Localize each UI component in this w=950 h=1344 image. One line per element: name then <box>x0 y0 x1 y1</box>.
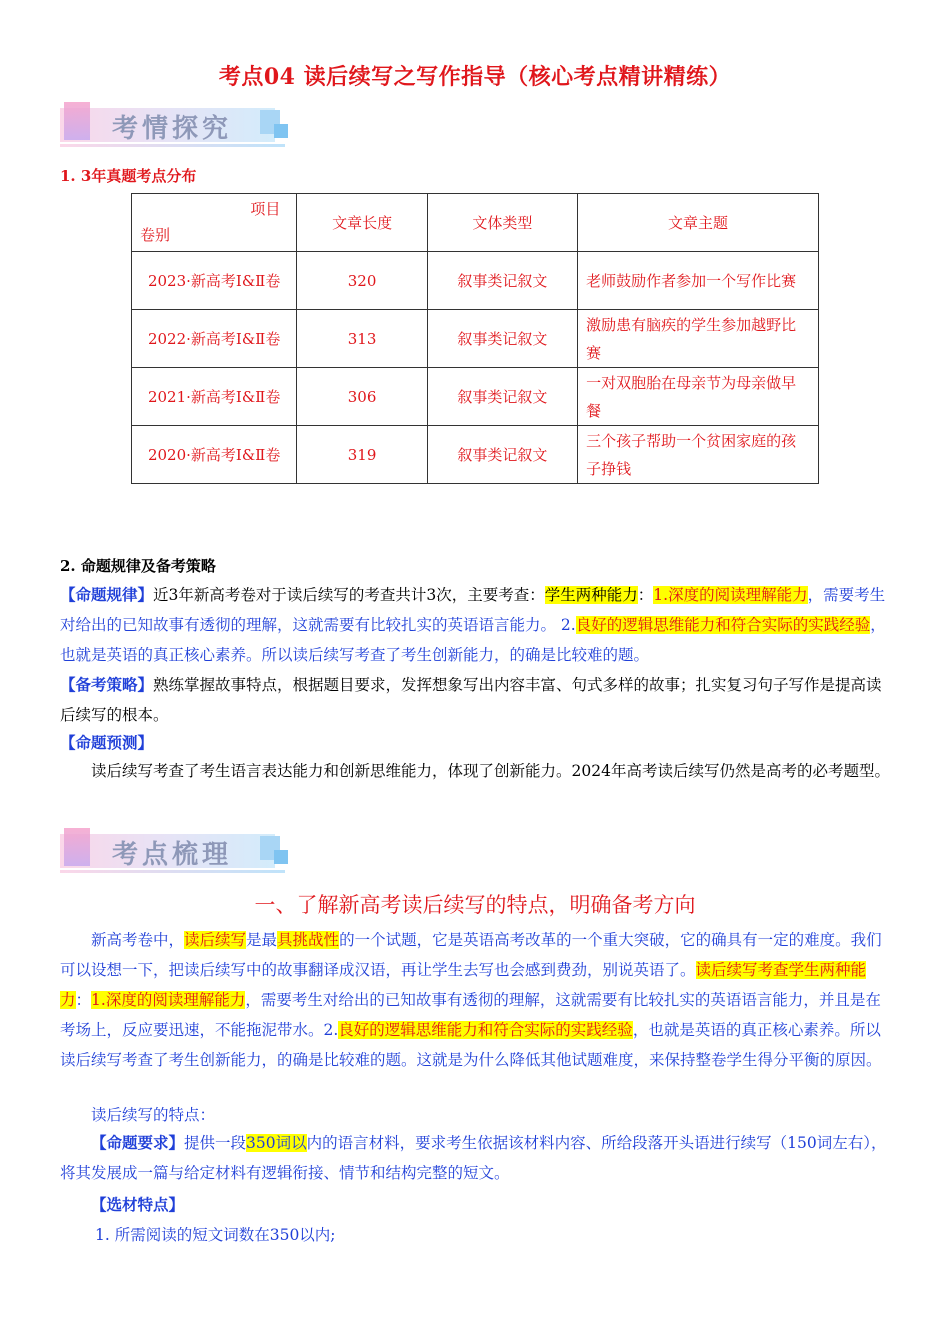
highlight: 良好的逻辑思维能力和符合实际的实践经验 <box>575 616 871 634</box>
highlight: 350词以 <box>246 1134 307 1152</box>
predict-tag-line <box>60 728 895 758</box>
table-header-row <box>132 194 819 252</box>
part1-title: 一、了解新高考读后续写的特点，明确备考方向 <box>254 893 696 917</box>
page-title: 考点04 读后续写之写作指导（核心考点精讲精练） <box>218 64 732 90</box>
table-row <box>132 426 819 484</box>
cell-paper: 2020·新高考Ⅰ&Ⅱ卷 <box>132 426 297 484</box>
selection-tag: 【选材特点】 <box>91 1195 185 1214</box>
strategy-paragraph <box>60 670 895 730</box>
selection-item-text: 1. 所需阅读的短文词数在350以内; <box>95 1226 336 1244</box>
cell-paper: 2022·新高考Ⅰ&Ⅱ卷 <box>132 310 297 368</box>
cell-paper: 2021·新高考Ⅰ&Ⅱ卷 <box>132 368 297 426</box>
predict-tag: 【命题预测】 <box>60 733 154 752</box>
features-label <box>60 1100 895 1130</box>
table-row <box>132 310 819 368</box>
highlight: 良好的逻辑思维能力和符合实际的实践经验 <box>338 1021 633 1039</box>
para-text: ，也就是英语的真正核心素养。所以读后续写考查了考生创新能力，的确是比较难的题。这就是为什么降低其他试题难度，来保持整卷学生得分平衡的原因。 <box>60 1021 882 1069</box>
part1-paragraph <box>60 925 895 1075</box>
cell-theme: 三个孩子帮助一个贫困家庭的孩子挣钱 <box>578 426 819 484</box>
rule-text: ，也就是英语的真正核心素养。所以读后续写考查了考生创新能力，的确是比较难的题。 <box>60 616 886 664</box>
cell-length: 319 <box>297 426 427 484</box>
features-text: 读后续写的特点： <box>91 1106 216 1124</box>
highlight: 1.深度的阅读理解能力 <box>91 991 246 1009</box>
selection-tag-line <box>91 1190 926 1220</box>
para-text: 内的语言材料，要求考生依据该材料内容、所给段落开头语进行续写（150词左右），将其发展成一篇与给定材料有逻辑衔接、情节和结构完整的短文。 <box>60 1134 887 1182</box>
cell-theme: 激励患有脑疾的学生参加越野比赛 <box>578 310 819 368</box>
strategy-tag: 【备考策略】 <box>60 675 154 694</box>
rule-tag: 【命题规律】 <box>60 585 154 604</box>
column-header: 文体类型 <box>427 194 577 252</box>
cell-theme: 老师鼓励作者参加一个写作比赛 <box>578 252 819 310</box>
cell-paper: 2023·新高考Ⅰ&Ⅱ卷 <box>132 252 297 310</box>
rule-paragraph <box>60 580 895 670</box>
requirement-tag: 【命题要求】 <box>91 1133 185 1152</box>
section-banner-exam-analysis <box>60 102 290 152</box>
cell-theme: 一对双胞胎在母亲节为母亲做早餐 <box>578 368 819 426</box>
diag-header-cell <box>132 194 297 252</box>
cell-genre: 叙事类记叙文 <box>427 368 577 426</box>
banner-text: 考情探究 <box>112 114 233 144</box>
para-text: ，需要考生对给出的已知故事有透彻的理解，这就需要有比较扎实的英语语言能力，并且是在考场上，反应要迅速，不能拖泥带水。2. <box>60 991 881 1039</box>
requirement-paragraph <box>60 1128 895 1188</box>
rule-text: ： <box>637 586 654 604</box>
diag-label-top: 项目 <box>250 200 281 218</box>
cell-genre: 叙事类记叙文 <box>427 426 577 484</box>
exam-table <box>131 193 819 484</box>
section2-heading: 2. 命题规律及备考策略 <box>60 557 216 575</box>
column-header: 文章主题 <box>578 194 819 252</box>
predict-paragraph <box>60 756 895 786</box>
para-text: 是最 <box>246 931 278 949</box>
cell-genre: 叙事类记叙文 <box>427 310 577 368</box>
para-text: 新高考卷中， <box>91 931 185 949</box>
strategy-text: 熟练掌握故事特点，根据题目要求，发挥想象写出内容丰富、句式多样的故事；扎实复习句子写作是提高读后续写的根本。 <box>60 676 882 724</box>
section-banner-key-points <box>60 828 290 878</box>
column-header: 文章长度 <box>297 194 427 252</box>
highlight: 学生两种能力 <box>544 586 638 604</box>
para-text: ： <box>75 991 92 1009</box>
rule-text: 近3年新高考卷对于读后续写的考查共计3次，主要考查： <box>153 586 545 604</box>
highlight: 读后续写考查学生两种能力 <box>60 961 867 1009</box>
banner-text: 考点梳理 <box>112 840 233 870</box>
highlight: 读后续写 <box>184 931 247 949</box>
rule-text: ，需要考生对给出的已知故事有透彻的理解，这就需要有比较扎实的英语语言能力。 2. <box>60 586 886 634</box>
predict-text: 读后续写考查了考生语言表达能力和创新思维能力，体现了创新能力。2024年高考读后续写仍然是高考的必考题型。 <box>91 762 890 780</box>
highlight: 具挑战性 <box>277 931 340 949</box>
cell-length: 306 <box>297 368 427 426</box>
table-row <box>132 368 819 426</box>
selection-item <box>95 1220 930 1250</box>
para-text: 的一个试题，它是英语高考改革的一个重大突破，它的确具有一定的难度。我们可以设想一下，把读后续写中的故事翻译成汉语，再让学生去写也会感到费劲，别说英语了。 <box>60 931 882 979</box>
section1-heading: 1. 3年真题考点分布 <box>60 167 197 185</box>
diag-label-bottom: 卷别 <box>140 226 171 244</box>
para-text: 提供一段 <box>184 1134 247 1152</box>
cell-length: 320 <box>297 252 427 310</box>
cell-genre: 叙事类记叙文 <box>427 252 577 310</box>
table-row <box>132 252 819 310</box>
highlight: 1.深度的阅读理解能力 <box>653 586 808 604</box>
cell-length: 313 <box>297 310 427 368</box>
